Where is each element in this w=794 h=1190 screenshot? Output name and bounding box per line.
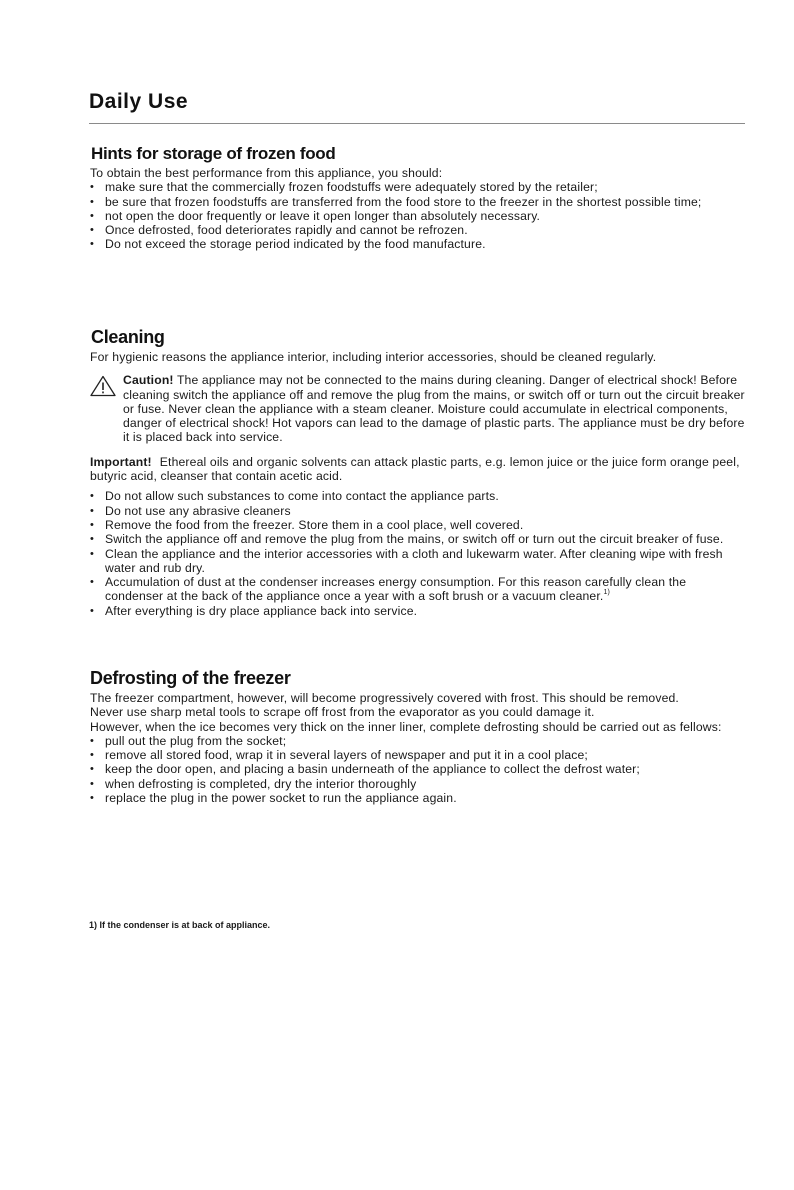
- warning-triangle-icon: [90, 375, 116, 397]
- list-item: • Once defrosted, food deteriorates rapidly and cannot be refrozen.: [90, 223, 746, 237]
- hints-intro: To obtain the best performance from this appliance, you should:: [90, 166, 443, 180]
- list-item: • replace the plug in the power socket to run the appliance again.: [90, 791, 746, 805]
- defrosting-section: [90, 668, 746, 805]
- list-item: • be sure that frozen foodstuffs are transferred from the food store to the freezer in the shortest possible time;: [90, 195, 746, 209]
- cleaning-intro: For hygienic reasons the appliance interior, including interior accessories, should be cleaned regularly.: [90, 350, 657, 364]
- list-item: • remove all stored food, wrap it in several layers of newspaper and put it in a cool place;: [90, 748, 746, 762]
- defrosting-paragraph: The freezer compartment, however, will become progressively covered with frost. This should be removed.: [90, 691, 679, 705]
- caution-text: [123, 373, 746, 444]
- footnote-mark: 1): [603, 589, 610, 597]
- list-item: • make sure that the commercially frozen foodstuffs were adequately stored by the retailer;: [90, 180, 746, 194]
- list-item: [90, 575, 746, 604]
- caution-body: The appliance may not be connected to the mains during cleaning. Danger of electrical shock! Before cleaning switch the appliance off and remove the plug from the mains, or switch off or turn out the circuit breaker or fuse. Never clean the appliance with a steam cleaner. Moisture could accumulate in electrical components, danger of electrical shock! Hot vapors can lead to the damage of plastic parts. The appliance must be dry before it is placed back into service.: [123, 373, 745, 445]
- defrosting-heading: Defrosting of the freezer: [90, 668, 291, 688]
- list-item: • pull out the plug from the socket;: [90, 734, 746, 748]
- hints-section: [90, 144, 746, 252]
- list-item: • Do not use any abrasive cleaners: [90, 504, 746, 518]
- title-divider: [89, 123, 745, 124]
- list-item: • Do not allow such substances to come into contact the appliance parts.: [90, 489, 746, 503]
- list-item: • After everything is dry place appliance back into service.: [90, 604, 746, 618]
- list-item: • when defrosting is completed, dry the interior thoroughly: [90, 777, 746, 791]
- important-note: [90, 455, 746, 484]
- list-item: • keep the door open, and placing a basin underneath of the appliance to collect the defrost water;: [90, 762, 746, 776]
- important-label: Important!: [90, 454, 152, 469]
- page-title: Daily Use: [89, 90, 189, 113]
- defrosting-paragraph: However, when the ice becomes very thick on the inner liner, complete defrosting should be carried out as fellows:: [90, 719, 722, 734]
- cleaning-heading: Cleaning: [91, 327, 165, 347]
- hints-list: [90, 180, 746, 251]
- list-item: • Do not exceed the storage period indicated by the food manufacture.: [90, 237, 746, 251]
- cleaning-list: [90, 489, 746, 618]
- defrosting-list: [90, 734, 746, 805]
- footnote: 1) If the condenser is at back of appliance.: [89, 920, 271, 930]
- hints-heading: Hints for storage of frozen food: [91, 144, 336, 163]
- list-item: • Remove the food from the freezer. Store them in a cool place, well covered.: [90, 518, 746, 532]
- caution-label: Caution!: [123, 373, 174, 388]
- list-item-text: Accumulation of dust at the condenser increases energy consumption. For this reason carefully clean the condenser at the back of the appliance once a year with a soft brush or a vacuum cleaner.: [105, 575, 687, 604]
- important-body: Ethereal oils and organic solvents can attack plastic parts, e.g. lemon juice or the juice form orange peel, butyric acid, cleanser that contain acetic acid.: [90, 454, 740, 484]
- defrosting-paragraph: Never use sharp metal tools to scrape off frost from the evaporator as you could damage it.: [90, 705, 595, 720]
- list-item: • Switch the appliance off and remove the plug from the mains, or switch off or turn out the circuit breaker of fuse.: [90, 532, 746, 546]
- caution-block: [90, 373, 746, 444]
- list-item: • Clean the appliance and the interior accessories with a cloth and lukewarm water. After cleaning wipe with fresh water and rub dry.: [90, 547, 746, 576]
- cleaning-section: [90, 327, 746, 618]
- list-item: • not open the door frequently or leave it open longer than absolutely necessary.: [90, 209, 746, 223]
